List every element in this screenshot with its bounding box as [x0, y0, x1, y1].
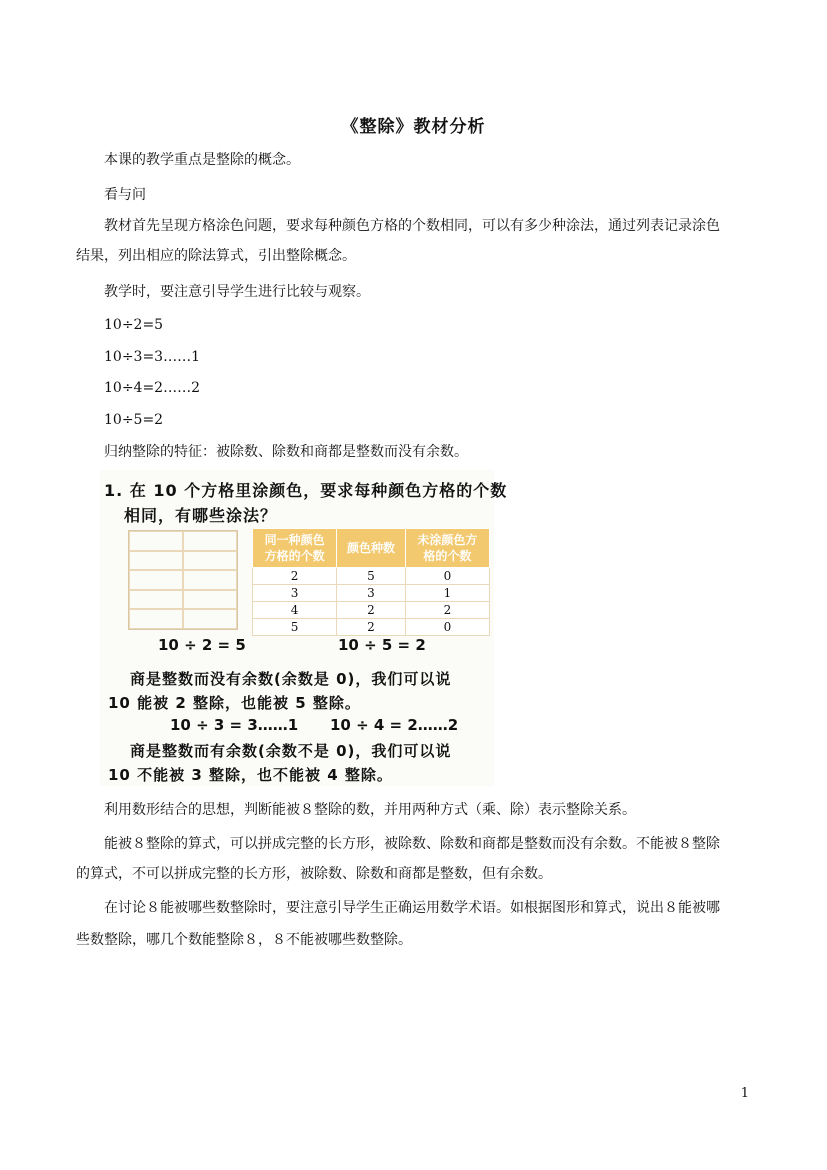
table-cell: 2 — [337, 602, 406, 619]
figure-text-1: 商是整数而没有余数(余数是 0)，我们可以说 — [130, 670, 452, 688]
paragraph-intro-line2: 结果，列出相应的除法算式，引出整除概念。 — [76, 248, 356, 264]
figure-equation-1: 10 ÷ 2 = 5 — [158, 636, 246, 654]
figure-text-3: 商是整数而有余数(余数不是 0)，我们可以说 — [130, 742, 452, 760]
figure-equation-4: 10 ÷ 4 = 2……2 — [330, 716, 459, 734]
table-cell: 0 — [405, 568, 489, 585]
table-header: 颜色种数 — [337, 529, 406, 568]
paragraph-summary: 归纳整除的特征：被除数、除数和商都是整数而没有余数。 — [104, 444, 468, 460]
section-heading: 看与问 — [104, 187, 146, 203]
paragraph-rect-line1: 能被８整除的算式，可以拼成完整的长方形，被除数、除数和商都是整数而没有余数。不能被８整除 — [104, 836, 720, 852]
table-cell: 5 — [253, 619, 337, 636]
equation-line: 10÷5=2 — [104, 412, 164, 428]
table-cell: 2 — [337, 619, 406, 636]
table-header: 未涂颜色方 格的个数 — [405, 529, 489, 568]
table-cell: 2 — [253, 568, 337, 585]
figure-equation-2: 10 ÷ 5 = 2 — [338, 636, 426, 654]
figure-equation-3: 10 ÷ 3 = 3……1 — [170, 716, 299, 734]
table-row — [253, 602, 490, 619]
figure-question-line1: 1. 在 10 个方格里涂颜色，要求每种颜色方格的个数 — [104, 481, 508, 500]
table-cell: 5 — [337, 568, 406, 585]
paragraph-rect-line2: 的算式，不可以拼成完整的长方形，被除数、除数和商都是整数，但有余数。 — [76, 866, 552, 882]
paragraph-discuss-line2: 些数整除，哪几个数能整除８，８不能被哪些数整除。 — [76, 932, 412, 948]
paragraph-focus: 本课的教学重点是整除的概念。 — [104, 152, 300, 168]
paragraph-teaching: 教学时，要注意引导学生进行比较与观察。 — [104, 284, 370, 300]
page-title: 《整除》教材分析 — [341, 117, 486, 137]
table-cell: 3 — [337, 585, 406, 602]
table-row — [253, 568, 490, 585]
table-cell: 2 — [405, 602, 489, 619]
table-row — [253, 585, 490, 602]
equation-line: 10÷2=5 — [104, 317, 164, 333]
equation-line: 10÷4=2……2 — [104, 380, 200, 396]
paragraph-method: 利用数形结合的思想，判断能被８整除的数，并用两种方式（乘、除）表示整除关系。 — [104, 802, 636, 818]
table-row — [253, 619, 490, 636]
figure-text-2: 10 能被 2 整除，也能被 5 整除。 — [108, 694, 361, 712]
equation-line: 10÷3=3……1 — [104, 349, 200, 365]
table-cell: 1 — [405, 585, 489, 602]
table-cell: 3 — [253, 585, 337, 602]
coloring-table — [252, 528, 490, 636]
figure-question-line2: 相同，有哪些涂法？ — [124, 506, 278, 525]
ten-square-grid — [128, 530, 238, 630]
figure-text-4: 10 不能被 3 整除，也不能被 4 整除。 — [108, 766, 393, 784]
table-cell: 0 — [405, 619, 489, 636]
table-cell: 4 — [253, 602, 337, 619]
page-number: 1 — [740, 1086, 749, 1101]
textbook-figure — [100, 470, 508, 786]
paragraph-intro-line1: 教材首先呈现方格涂色问题，要求每种颜色方格的个数相同，可以有多少种涂法，通过列表记录涂色 — [104, 218, 720, 234]
paragraph-discuss-line1: 在讨论８能被哪些数整除时，要注意引导学生正确运用数学术语。如根据图形和算式，说出８能被哪 — [104, 900, 720, 916]
table-header: 同一种颜色 方格的个数 — [253, 529, 337, 568]
